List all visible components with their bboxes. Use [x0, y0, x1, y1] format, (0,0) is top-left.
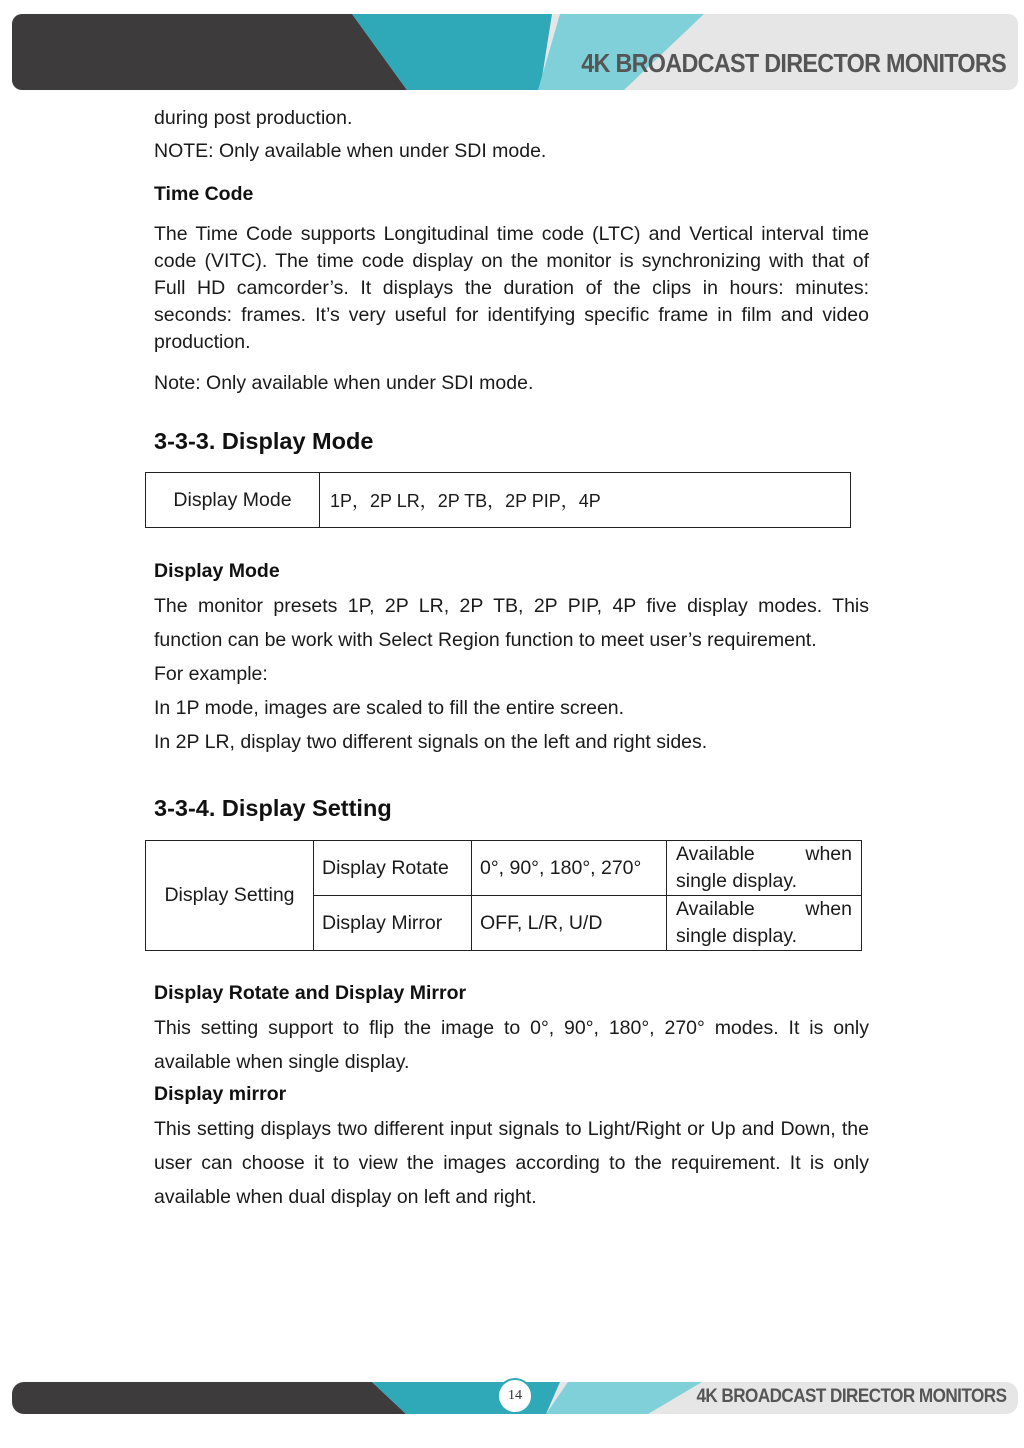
time-code-heading: Time Code	[154, 183, 254, 205]
display-mirror-item: Display Mirror	[314, 896, 472, 951]
rotate-mirror-heading: Display Rotate and Display Mirror	[154, 982, 467, 1004]
footer-title: 4K BROADCAST DIRECTOR MONITORS	[696, 1386, 1006, 1407]
display-mirror-heading: Display mirror	[154, 1083, 287, 1105]
rotate-mirror-body: This setting support to flip the image to 0°, 90°, 180°, 270° modes. It is only available when single display.	[154, 1017, 869, 1073]
display-mode-paragraph: The monitor presets 1P, 2P LR, 2P TB, 2P PIP, 4P five display modes. This function can be work with Select Region function to meet user’s requirement.	[154, 595, 869, 651]
display-mirror-options: OFF, L/R, U/D	[472, 896, 667, 951]
display-mirror-note: Available when single display.	[667, 896, 862, 951]
display-setting-table	[145, 840, 862, 951]
display-setting-group-label: Display Setting	[146, 841, 314, 951]
display-setting-section-title: 3-3-4. Display Setting	[154, 795, 392, 821]
display-mode-example-2: In 2P LR, display two different signals on the left and right sides.	[154, 731, 708, 753]
display-mirror-body: This setting displays two different input signals to Light/Right or Up and Down, the user can choose it to view the images according to the requirement. It is only available when dual display on left and right.	[154, 1118, 869, 1208]
display-mode-example-1: In 1P mode, images are scaled to fill the entire screen.	[154, 697, 625, 719]
display-rotate-item: Display Rotate	[314, 841, 472, 896]
display-rotate-options: 0°, 90°, 180°, 270°	[472, 841, 667, 896]
intro-note: NOTE: Only available when under SDI mode.	[154, 140, 547, 162]
display-mode-heading: Display Mode	[154, 560, 280, 582]
display-mode-section-title: 3-3-3. Display Mode	[154, 428, 374, 454]
display-rotate-note: Available when single display.	[667, 841, 862, 896]
intro-line: during post production.	[154, 107, 353, 129]
time-code-body: The Time Code supports Longitudinal time code (LTC) and Vertical interval time code (VITC). The time code display on the monitor is synchronizing with that of Full HD camcorder’s. It displays the duration of the clips in hours: minutes: seconds: frames. It’s very useful for identifying specific frame in film and video production.	[154, 223, 869, 353]
page-number: 14	[497, 1378, 533, 1414]
header-title: 4K BROADCAST DIRECTOR MONITORS	[581, 48, 1006, 78]
display-mode-table-label: Display Mode	[146, 473, 320, 528]
display-mode-table-value: 1P，2P LR，2P TB，2P PIP，4P	[320, 473, 851, 528]
display-mode-example-label: For example:	[154, 663, 268, 685]
time-code-note: Note: Only available when under SDI mode.	[154, 372, 534, 394]
display-mode-table	[145, 472, 851, 528]
